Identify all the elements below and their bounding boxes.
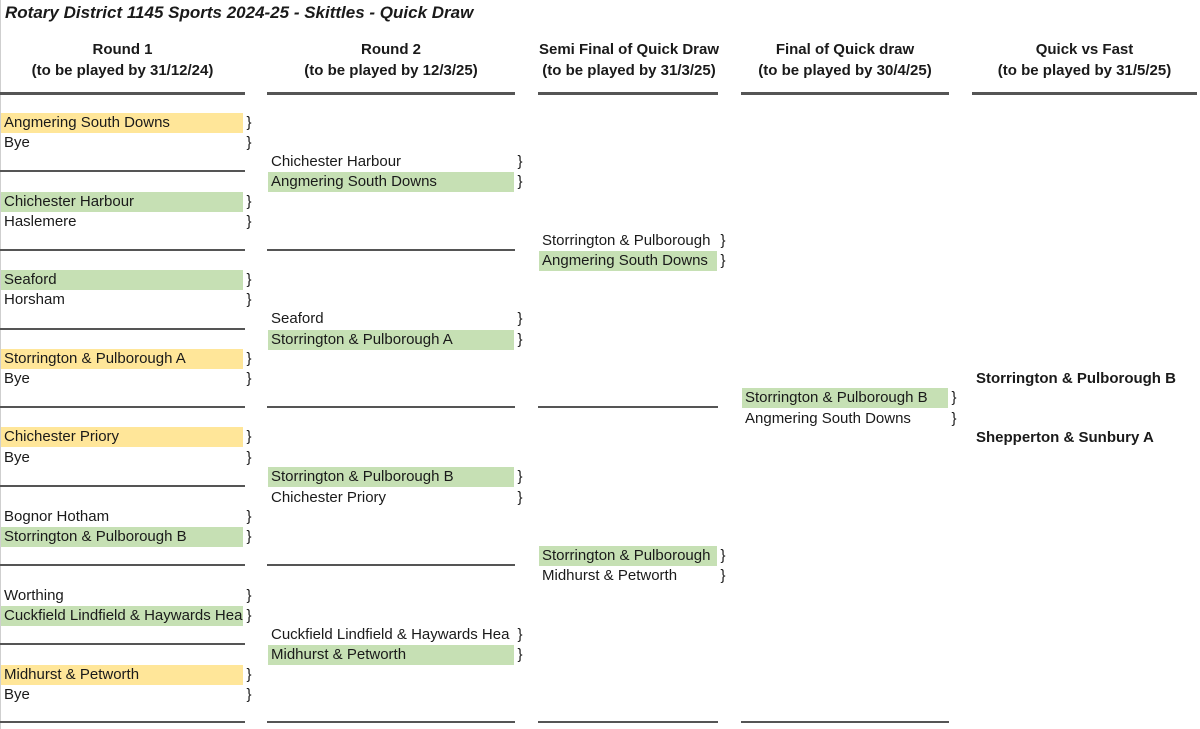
match-divider bbox=[0, 721, 245, 723]
header-semi-final bbox=[530, 39, 728, 81]
match-divider bbox=[0, 249, 245, 251]
header-divider bbox=[0, 92, 245, 95]
round2-team: Midhurst & Petworth bbox=[268, 645, 514, 665]
bracket-brace: } bbox=[246, 134, 252, 151]
bracket-brace: } bbox=[246, 213, 252, 230]
bracket-brace: } bbox=[246, 666, 252, 683]
round1-team: Chichester Harbour bbox=[1, 192, 243, 212]
header-quick-vs-fast-name: Quick vs Fast bbox=[1035, 41, 1134, 58]
round1-team: Chichester Priory bbox=[1, 427, 243, 447]
bracket-brace: } bbox=[246, 114, 252, 131]
round1-team: Bye bbox=[4, 370, 30, 387]
bracket-brace: } bbox=[246, 686, 252, 703]
bracket-brace: } bbox=[720, 547, 726, 564]
round1-team: Storrington & Pulborough A bbox=[1, 349, 243, 369]
bracket-brace: } bbox=[951, 410, 957, 427]
header-round2-deadline: (to be played by 12/3/25) bbox=[304, 62, 478, 79]
bracket-brace: } bbox=[951, 389, 957, 406]
match-divider bbox=[538, 721, 718, 723]
round1-team: Bye bbox=[4, 686, 30, 703]
bracket-brace: } bbox=[246, 193, 252, 210]
semi-final-team: Storrington & Pulborough bbox=[539, 546, 717, 566]
header-final-name: Final of Quick draw bbox=[775, 41, 915, 58]
bracket-brace: } bbox=[517, 646, 523, 663]
header-round2 bbox=[267, 39, 515, 81]
round1-team: Haslemere bbox=[4, 213, 77, 230]
header-round1 bbox=[0, 39, 245, 81]
header-semi-final-deadline: (to be played by 31/3/25) bbox=[542, 62, 716, 79]
bracket-brace: } bbox=[517, 153, 523, 170]
round1-team: Midhurst & Petworth bbox=[1, 665, 243, 685]
semi-final-team: Storrington & Pulborough bbox=[542, 232, 711, 249]
round1-team: Worthing bbox=[4, 587, 64, 604]
match-divider bbox=[267, 406, 515, 408]
header-final bbox=[741, 39, 949, 81]
header-round2-name: Round 2 bbox=[361, 41, 421, 58]
bracket-brace: } bbox=[246, 607, 252, 624]
round1-team: Bye bbox=[4, 134, 30, 151]
round2-team: Storrington & Pulborough A bbox=[268, 330, 514, 350]
bracket-brace: } bbox=[246, 508, 252, 525]
match-divider bbox=[0, 564, 245, 566]
bracket-brace: } bbox=[720, 252, 726, 269]
match-divider bbox=[741, 721, 949, 723]
bracket-brace: } bbox=[517, 626, 523, 643]
quick-vs-fast-team: Shepperton & Sunbury A bbox=[976, 429, 1154, 446]
bracket-brace: } bbox=[246, 587, 252, 604]
header-divider bbox=[267, 92, 515, 95]
bracket-brace: } bbox=[246, 428, 252, 445]
final-team: Storrington & Pulborough B bbox=[742, 388, 948, 408]
final-team: Angmering South Downs bbox=[745, 410, 911, 427]
bracket-brace: } bbox=[246, 271, 252, 288]
match-divider bbox=[267, 721, 515, 723]
round1-team: Storrington & Pulborough B bbox=[1, 527, 243, 547]
bracket-brace: } bbox=[246, 449, 252, 466]
match-divider bbox=[0, 328, 245, 330]
match-divider bbox=[267, 249, 515, 251]
round2-team: Chichester Priory bbox=[271, 489, 387, 506]
header-final-deadline: (to be played by 30/4/25) bbox=[758, 62, 932, 79]
header-quick-vs-fast bbox=[972, 39, 1197, 81]
bracket-brace: } bbox=[246, 370, 252, 387]
bracket-brace: } bbox=[517, 310, 523, 327]
bracket-brace: } bbox=[517, 489, 523, 506]
round2-team: Cuckfield Lindfield & Haywards Hea bbox=[271, 626, 510, 643]
semi-final-team: Midhurst & Petworth bbox=[542, 567, 678, 584]
bracket-brace: } bbox=[246, 528, 252, 545]
round1-team: Angmering South Downs bbox=[1, 113, 243, 133]
match-divider bbox=[0, 406, 245, 408]
match-divider bbox=[0, 643, 245, 645]
bracket-brace: } bbox=[517, 173, 523, 190]
header-divider bbox=[741, 92, 949, 95]
bracket-brace: } bbox=[246, 291, 252, 308]
match-divider bbox=[0, 170, 245, 172]
header-round1-deadline: (to be played by 31/12/24) bbox=[31, 62, 214, 79]
semi-final-team: Angmering South Downs bbox=[539, 251, 717, 271]
round2-team: Angmering South Downs bbox=[268, 172, 514, 192]
match-divider bbox=[267, 564, 515, 566]
match-divider bbox=[538, 406, 718, 408]
round1-team: Seaford bbox=[1, 270, 243, 290]
round1-team: Bognor Hotham bbox=[4, 508, 110, 525]
bracket-brace: } bbox=[720, 567, 726, 584]
page-title: Rotary District 1145 Sports 2024-25 - Skittles - Quick Draw bbox=[5, 3, 474, 22]
round1-team: Bye bbox=[4, 449, 30, 466]
round1-team: Cuckfield Lindfield & Haywards Hea bbox=[1, 606, 243, 626]
header-round1-name: Round 1 bbox=[92, 41, 153, 58]
bracket-brace: } bbox=[517, 331, 523, 348]
header-semi-final-name: Semi Final of Quick Draw bbox=[538, 41, 720, 58]
round2-team: Storrington & Pulborough B bbox=[268, 467, 514, 487]
round2-team: Chichester Harbour bbox=[271, 153, 402, 170]
bracket-brace: } bbox=[517, 468, 523, 485]
quick-vs-fast-team: Storrington & Pulborough B bbox=[976, 370, 1176, 387]
header-divider bbox=[538, 92, 718, 95]
header-quick-vs-fast-deadline: (to be played by 31/5/25) bbox=[997, 62, 1172, 79]
bracket-brace: } bbox=[246, 350, 252, 367]
match-divider bbox=[0, 485, 245, 487]
bracket-brace: } bbox=[720, 232, 726, 249]
round1-team: Horsham bbox=[4, 291, 65, 308]
header-divider bbox=[972, 92, 1197, 95]
round2-team: Seaford bbox=[271, 310, 324, 327]
